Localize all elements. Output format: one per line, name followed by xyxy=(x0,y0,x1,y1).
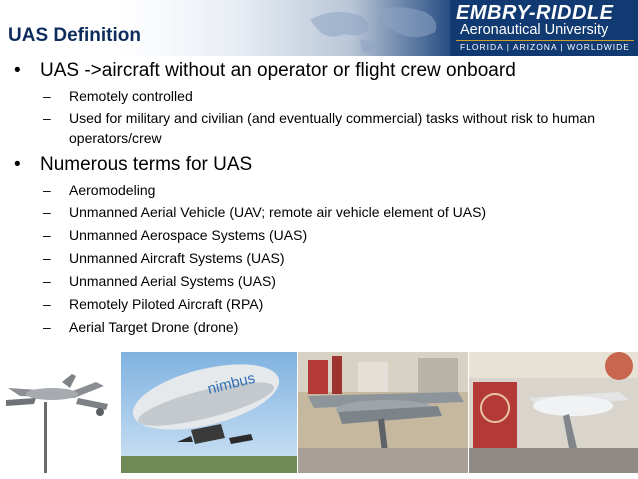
dash-icon: – xyxy=(43,273,51,289)
sub-bullet-text: Unmanned Aerial Systems (UAS) xyxy=(69,273,276,289)
sub-bullet-text: Unmanned Aerial Vehicle (UAV; remote air vehicle element of UAS) xyxy=(69,204,487,220)
dash-icon: – xyxy=(43,204,51,220)
sub-bullet-text: Aeromodeling xyxy=(69,182,156,198)
airship-label: nimbus xyxy=(205,369,257,398)
sub-bullet-text: Remotely Piloted Aircraft (RPA) xyxy=(69,296,264,312)
dash-icon: – xyxy=(43,110,51,126)
dash-icon: – xyxy=(43,227,51,243)
dash-icon: – xyxy=(43,250,51,266)
world-map-graphic xyxy=(300,0,460,56)
bullet-text: Numerous terms for UAS xyxy=(40,154,253,175)
dash-icon: – xyxy=(43,319,51,335)
slide-title: UAS Definition xyxy=(8,25,141,46)
bullet-dot-icon: • xyxy=(14,60,21,81)
nimbus-airship-photo xyxy=(121,352,297,473)
university-logo[interactable] xyxy=(456,2,636,52)
logo-locations: FLORIDA | ARIZONA | WORLDWIDE xyxy=(460,42,630,52)
slide-header xyxy=(0,0,638,56)
dash-icon: – xyxy=(43,182,51,198)
uav-on-mast-photo xyxy=(0,352,120,473)
logo-name: EMBRY-RIDDLE xyxy=(456,2,614,24)
dash-icon: – xyxy=(43,88,51,104)
sub-bullet-text: Unmanned Aerospace Systems (UAS) xyxy=(69,227,308,243)
sub-bullet-text: Aerial Target Drone (drone) xyxy=(69,319,239,335)
hangar-drone-photo xyxy=(469,352,638,473)
sub-bullet-text: Remotely controlled xyxy=(69,88,193,104)
logo-divider xyxy=(456,40,634,41)
photo-strip xyxy=(0,352,638,479)
bullet-text: UAS ->aircraft without an operator or flight crew onboard xyxy=(40,60,516,81)
sub-bullet-text: Unmanned Aircraft Systems (UAS) xyxy=(69,250,285,266)
dash-icon: – xyxy=(43,296,51,312)
airshow-drone-photo xyxy=(298,352,468,473)
sub-bullet-text: Used for military and civilian (and eventually commercial) tasks without risk to human operators/crew xyxy=(69,110,595,146)
bullet-dot-icon: • xyxy=(14,154,21,175)
logo-subtitle: Aeronautical University xyxy=(460,22,609,38)
